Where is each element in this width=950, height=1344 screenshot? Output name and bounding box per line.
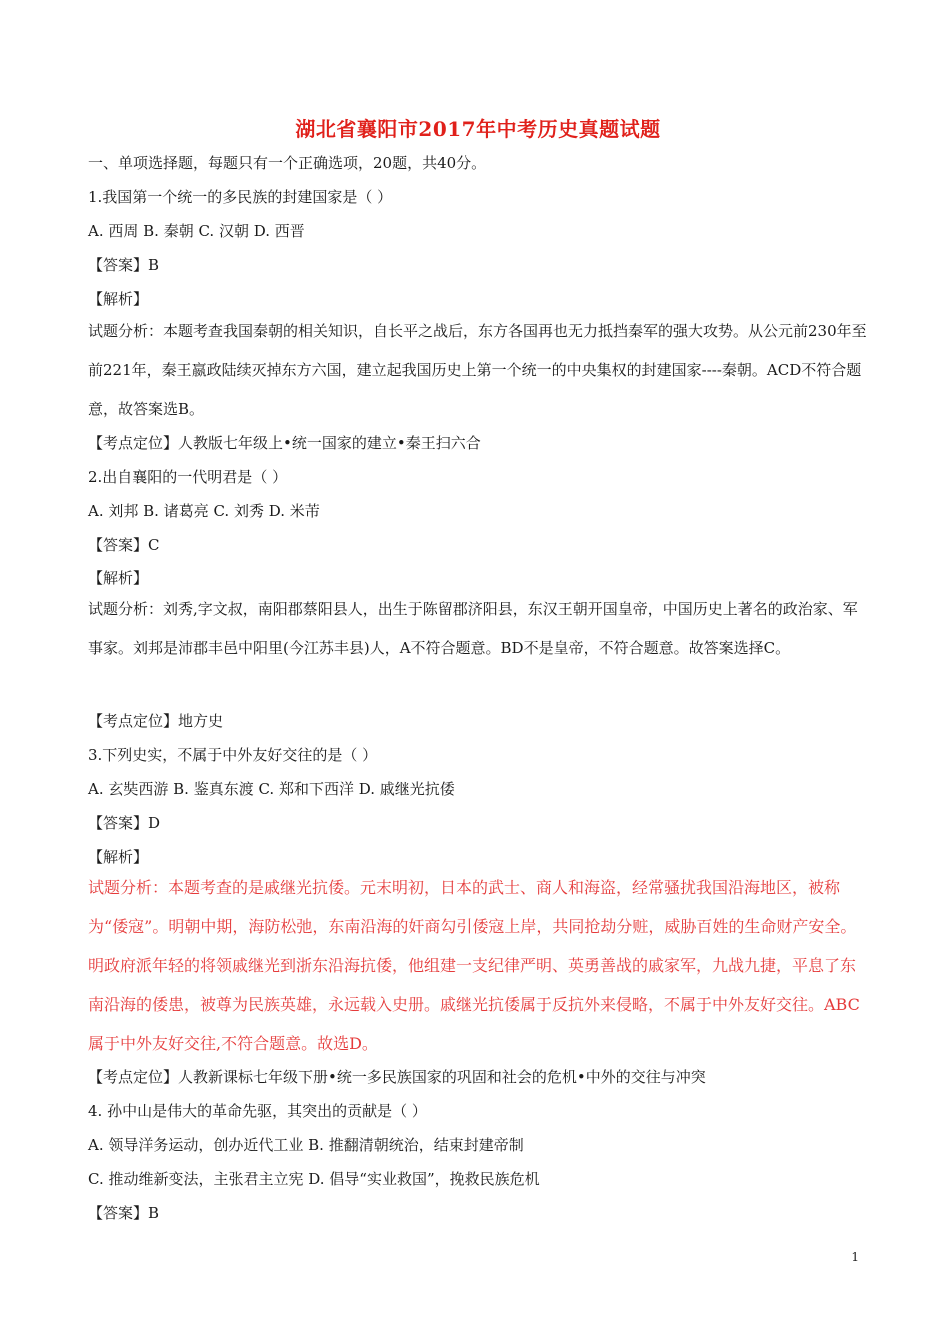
q1-point: 【考点定位】人教版七年级上•统一国家的建立•秦王扫六合 [88, 434, 481, 452]
q3-point: 【考点定位】人教新课标七年级下册•统一多民族国家的巩固和社会的危机•中外的交往与冲突 [88, 1068, 706, 1086]
section-heading: 一、单项选择题，每题只有一个正确选项，20题，共40分。 [88, 154, 487, 172]
q4-answer: 【答案】B [88, 1204, 160, 1222]
q1-options: A. 西周 B. 秦朝 C. 汉朝 D. 西晋 [88, 222, 305, 240]
q2-options: A. 刘邦 B. 诸葛亮 C. 刘秀 D. 米芾 [88, 502, 320, 520]
q1-analysis: 试题分析：本题考查我国秦朝的相关知识，自长平之战后，东方各国再也无力抵挡秦军的强大攻势。从公元前230年至前221年，秦王嬴政陆续灭掉东方六国，建立起我国历史上第一个统一的中央集权的封建国家----秦朝。ACD不符合题意，故答案选B。 [88, 322, 867, 418]
q2-question: 2.出自襄阳的一代明君是（ ） [88, 468, 288, 486]
page-number: 1 [851, 1250, 859, 1264]
page-title: 湖北省襄阳市2017年中考历史真题试题 [295, 117, 661, 141]
q1-analysis-label: 【解析】 [88, 290, 149, 308]
q2-point: 【考点定位】地方史 [88, 712, 224, 730]
q2-analysis-label: 【解析】 [88, 569, 149, 587]
q2-analysis: 试题分析：刘秀,字文叔，南阳郡蔡阳县人，出生于陈留郡济阳县，东汉王朝开国皇帝，中国历史上著名的政治家、军事家。刘邦是沛郡丰邑中阳里(今江苏丰县)人，A不符合题意。BD不是皇帝，不符合题意。故答案选择C。 [88, 600, 858, 657]
q1-question: 1.我国第一个统一的多民族的封建国家是（ ） [88, 188, 393, 206]
q3-analysis: 试题分析：本题考查的是戚继光抗倭。元末明初，日本的武士、商人和海盗，经常骚扰我国沿海地区，被称为“倭寇”。明朝中期，海防松弛，东南沿海的奸商勾引倭寇上岸，共同抢劫分赃，威胁百姓的生命财产安全。明政府派年轻的将领戚继光到浙东沿海抗倭，他组建一支纪律严明、英勇善战的戚家军，九战九捷，平息了东南沿海的倭患，被尊为民族英雄，永远载入史册。戚继光抗倭属于反抗外来侵略，不属于中外友好交往。ABC属于中外友好交往,不符合题意。故选D。 [88, 878, 860, 1053]
q3-options: A. 玄奘西游 B. 鉴真东渡 C. 郑和下西洋 D. 戚继光抗倭 [88, 780, 455, 798]
q3-analysis-label: 【解析】 [88, 848, 149, 866]
q4-options-ab: A. 领导洋务运动，创办近代工业 B. 推翻清朝统治，结束封建帝制 [88, 1136, 524, 1154]
q3-question: 3.下列史实，不属于中外友好交往的是（ ） [88, 746, 378, 764]
q4-question: 4. 孙中山是伟大的革命先驱，其突出的贡献是（ ） [88, 1102, 427, 1120]
q1-answer: 【答案】B [88, 256, 160, 274]
q4-options-cd: C. 推动维新变法，主张君主立宪 D. 倡导“实业救国”，挽救民族危机 [88, 1170, 540, 1188]
q3-answer: 【答案】D [88, 814, 161, 832]
q2-answer: 【答案】C [88, 536, 160, 554]
